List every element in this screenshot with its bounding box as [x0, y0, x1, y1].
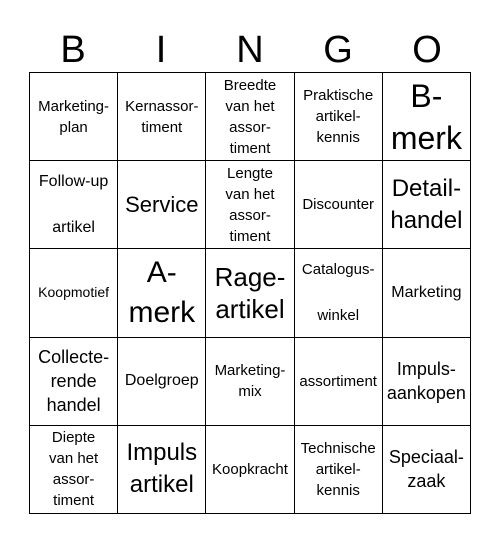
cell-text: Catalogus- winkel: [301, 261, 375, 324]
bingo-cell[interactable]: [295, 73, 383, 161]
cell-text: Praktische artikel- kennis: [303, 87, 374, 147]
cell-text: Service: [125, 191, 199, 217]
cell-text: Follow-up artikel: [38, 172, 109, 236]
bingo-cell[interactable]: [383, 161, 471, 249]
bingo-cell[interactable]: [30, 426, 118, 514]
header-letter-n: N: [236, 29, 264, 71]
cell-text: Collecte- rende handel: [38, 347, 110, 416]
cell-text: Lengte van het assor- timent: [225, 164, 275, 245]
cell-text: Kernassor- timent: [125, 97, 199, 136]
cell-text: Marketing: [391, 283, 462, 301]
bingo-cell[interactable]: [30, 249, 118, 337]
cell-text: Rage- artikel: [214, 261, 286, 324]
cell-text: Discounter: [302, 196, 375, 214]
cell-text: Technische artikel- kennis: [300, 439, 376, 499]
bingo-grid: [29, 72, 471, 514]
bingo-cell[interactable]: [295, 161, 383, 249]
bingo-cell[interactable]: [295, 426, 383, 514]
bingo-cell[interactable]: [206, 249, 294, 337]
bingo-cell[interactable]: [206, 338, 294, 426]
cell-text: Impuls- aankopen: [386, 359, 466, 404]
cell-text: Marketing- mix: [214, 362, 286, 401]
bingo-cell[interactable]: [118, 338, 206, 426]
cell-text: Koopkracht: [212, 460, 288, 478]
header-letter-i: I: [155, 29, 167, 71]
bingo-cell[interactable]: [30, 338, 118, 426]
bingo-cell[interactable]: [383, 426, 471, 514]
cell-text: assortiment: [299, 372, 377, 390]
cell-text: B- merk: [390, 77, 462, 156]
bingo-cell[interactable]: [206, 426, 294, 514]
cell-text: A- merk: [128, 255, 196, 329]
header-letter-g: G: [323, 29, 353, 71]
cell-text: Detail- handel: [390, 174, 463, 234]
bingo-cell[interactable]: [118, 426, 206, 514]
bingo-cell[interactable]: [118, 249, 206, 337]
bingo-cell[interactable]: [295, 249, 383, 337]
cell-text: Breedte van het assor- timent: [223, 76, 277, 157]
bingo-cell[interactable]: [383, 73, 471, 161]
cell-text: Koopmotief: [38, 284, 109, 301]
cell-text: Marketing- plan: [38, 97, 110, 136]
bingo-cell[interactable]: [295, 338, 383, 426]
bingo-cell[interactable]: [30, 161, 118, 249]
bingo-cell[interactable]: [206, 73, 294, 161]
bingo-cell[interactable]: [118, 73, 206, 161]
bingo-cell[interactable]: [30, 73, 118, 161]
bingo-cell[interactable]: [383, 338, 471, 426]
header-letter-o: O: [412, 29, 442, 71]
cell-text: Impuls artikel: [126, 439, 198, 499]
bingo-cell[interactable]: [383, 249, 471, 337]
cell-text: Diepte van het assor- timent: [48, 429, 99, 510]
cell-text: Speciaal- zaak: [388, 447, 464, 492]
bingo-cell[interactable]: [206, 161, 294, 249]
header-letter-b: B: [60, 29, 86, 71]
cell-text: Doelgroep: [124, 372, 199, 390]
bingo-cell[interactable]: [118, 161, 206, 249]
